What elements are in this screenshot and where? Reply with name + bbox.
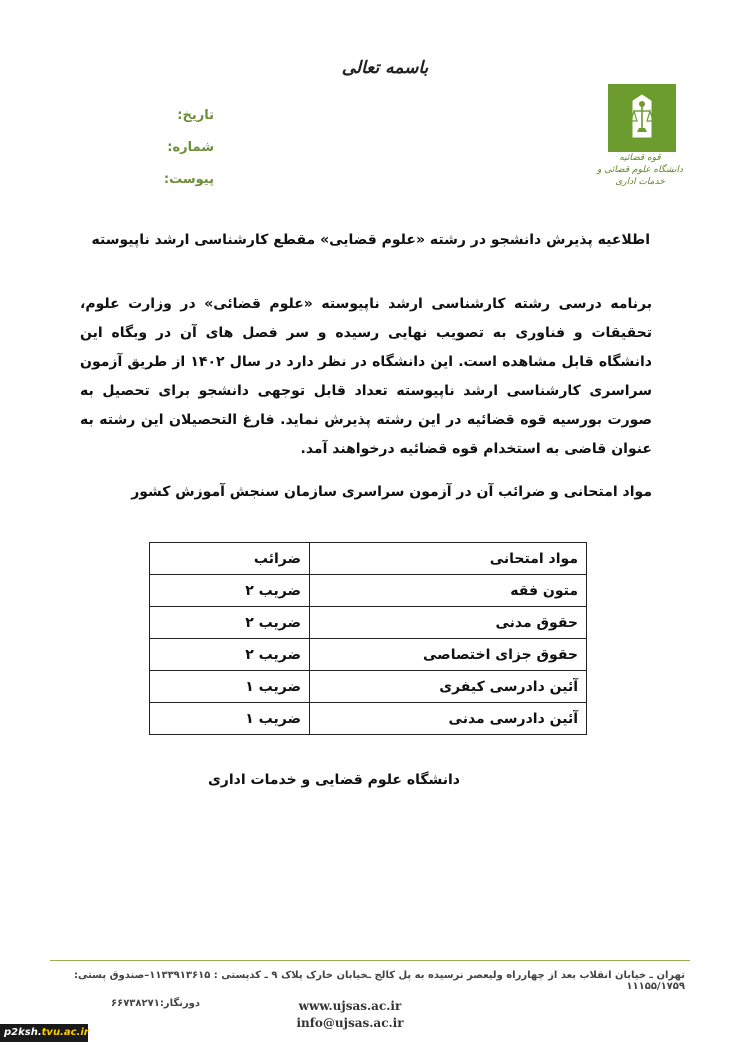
table-cell-coefficient: ضریب ۱ (150, 703, 310, 735)
university-logo-caption: قوه قضائیه دانشگاه علوم قضائی و خدمات اداری (597, 153, 683, 187)
table-row (150, 671, 587, 703)
table-header-coefficient: ضرائب (150, 543, 310, 575)
announcement-body: برنامه درسی رشته کارشناسی ارشد ناپیوسته «علوم قضائی» در وزارت علوم، تحقیقات و فناوری به تصویب نهایی رسیده و سر فصل های آن در وبگاه این دانشگاه قابل مشاهده است. این دانشگاه در نظر دارد در سال ۱۴۰۲ از طریق آزمون سراسری کارشناسی ارشد ناپیوسته تعداد قابل توجهی دانشجو برای تحصیل به صورت بورسیه قوه قضائیه در این رشته پذیرش نماید. فارغ التحصیلان این رشته به عنوان قاضی به استخدام قوه قضائیه درخواهند آمد. (80, 296, 652, 457)
table-cell-coefficient: ضریب ۲ (150, 607, 310, 639)
table-cell-coefficient: ضریب ۲ (150, 639, 310, 671)
site-watermark (0, 1024, 88, 1042)
watermark-prefix: p2ksh. (4, 1027, 42, 1038)
footer-divider (50, 960, 690, 961)
table-cell-subject: آئین دادرسی کیفری (310, 671, 587, 703)
table-row (150, 607, 587, 639)
watermark-highlight: tvu.ac.ir (41, 1027, 89, 1038)
table-row (150, 575, 587, 607)
table-cell-subject: حقوق مدنی (310, 607, 587, 639)
footer-contact (280, 998, 420, 1032)
footer-address: تهران ـ خیابان انقلاب بعد از چهارراه ولیعصر نرسیده به پل کالج ـخیابان خارک پلاک ۹ ـ کدپستی : ۱۱۳۳۹۱۳۶۱۵–صندوق پستی: ۱۱۱۵۵/۱۷۵۹ (73, 970, 685, 992)
table-row (150, 703, 587, 735)
table-row (150, 639, 587, 671)
table-cell-subject: متون فقه (310, 575, 587, 607)
website-link[interactable]: www.ujsas.ac.ir (298, 999, 402, 1013)
university-logo (608, 84, 676, 152)
announcement-title: اطلاعیه پذیرش دانشجو در رشته «علوم قضایی» مقطع کارشناسی ارشد ناپیوسته (91, 232, 650, 248)
exam-subjects-heading: مواد امتحانی و ضرائب آن در آزمون سراسری سازمان سنجش آموزش کشور (131, 484, 652, 500)
basmala: باسمه تعالی (341, 58, 429, 78)
table-cell-coefficient: ضریب ۱ (150, 671, 310, 703)
signature-university-name: دانشگاه علوم قضایی و خدمات اداری (207, 772, 460, 788)
table-cell-coefficient: ضریب ۲ (150, 575, 310, 607)
email-link[interactable]: info@ujsas.ac.ir (296, 1016, 404, 1030)
scales-of-justice-icon (611, 87, 673, 149)
number-label: شماره: (167, 140, 214, 155)
table-header-row (150, 543, 587, 575)
attachment-label: پیوست: (163, 172, 214, 187)
date-label: تاریخ: (177, 108, 214, 123)
table-cell-subject: آئین دادرسی مدنی (310, 703, 587, 735)
exam-subjects-table (149, 542, 587, 735)
table-cell-subject: حقوق جزای اختصاصی (310, 639, 587, 671)
footer-fax: دورنگار:۶۶۷۳۸۲۷۱ (110, 998, 200, 1009)
table-header-subject: مواد امتحانی (310, 543, 587, 575)
